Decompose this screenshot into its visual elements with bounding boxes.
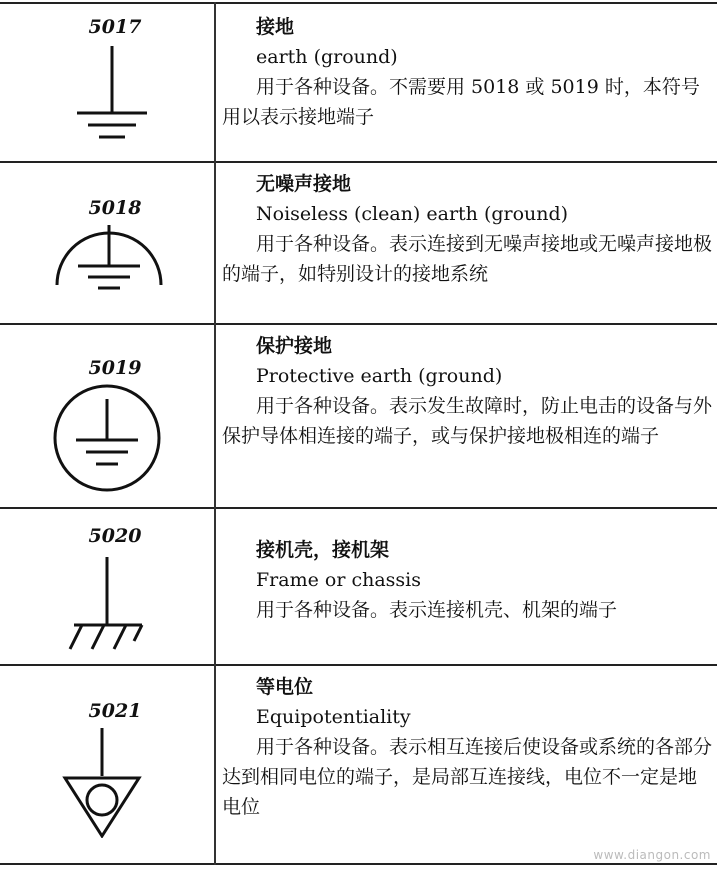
entry-description — [222, 331, 712, 451]
entry-text: 用于各种设备。不需要用 5018 或 5019 时，本符号用以表示接地端子 — [222, 76, 700, 128]
entry-text: 用于各种设备。表示连接机壳、机架的端子 — [256, 599, 618, 621]
entry-description — [222, 169, 712, 289]
symbol-code: 5019 — [88, 357, 142, 379]
row-divider — [0, 863, 717, 865]
symbol-code: 5017 — [88, 16, 142, 38]
entry-text: 用于各种设备。表示相互连接后使设备或系统的各部分达到相同电位的端子，是局部互连接线，电位不一定是地电位 — [222, 736, 713, 818]
entry-title: 无噪声接地 — [256, 173, 352, 195]
entry-english: Protective earth (ground) — [256, 365, 503, 387]
entry-title: 保护接地 — [256, 335, 333, 357]
symbol-code: 5020 — [88, 525, 142, 547]
frame-chassis-icon — [62, 557, 152, 657]
entry-english: Equipotentiality — [256, 706, 411, 728]
entry-description — [222, 12, 712, 132]
entry-text: 用于各种设备。表示连接到无噪声接地或无噪声接地极的端子，如特别设计的接地系统 — [222, 233, 713, 285]
symbol-code: 5021 — [88, 700, 142, 722]
entry-english: Noiseless (clean) earth (ground) — [256, 203, 569, 225]
entry-description — [222, 672, 712, 822]
table-row — [0, 163, 717, 323]
table-row — [0, 509, 717, 664]
entry-title: 等电位 — [256, 676, 314, 698]
noiseless-earth-icon — [54, 225, 164, 305]
entry-english: Frame or chassis — [256, 569, 421, 591]
watermark: www.diangon.com — [593, 848, 711, 862]
entry-text: 用于各种设备。表示发生故障时，防止电击的设备与外保护导体相连接的端子，或与保护接地极相连的端子 — [222, 395, 713, 447]
symbol-code: 5018 — [88, 197, 142, 219]
entry-description — [222, 535, 712, 625]
table-row — [0, 4, 717, 161]
entry-title: 接机壳，接机架 — [256, 539, 390, 561]
earth-ground-icon — [72, 46, 152, 156]
table-row — [0, 325, 717, 507]
equipotentiality-icon — [62, 728, 142, 838]
entry-english: earth (ground) — [256, 46, 398, 68]
table-row — [0, 666, 717, 863]
protective-earth-icon — [52, 383, 162, 493]
entry-title: 接地 — [256, 16, 295, 38]
